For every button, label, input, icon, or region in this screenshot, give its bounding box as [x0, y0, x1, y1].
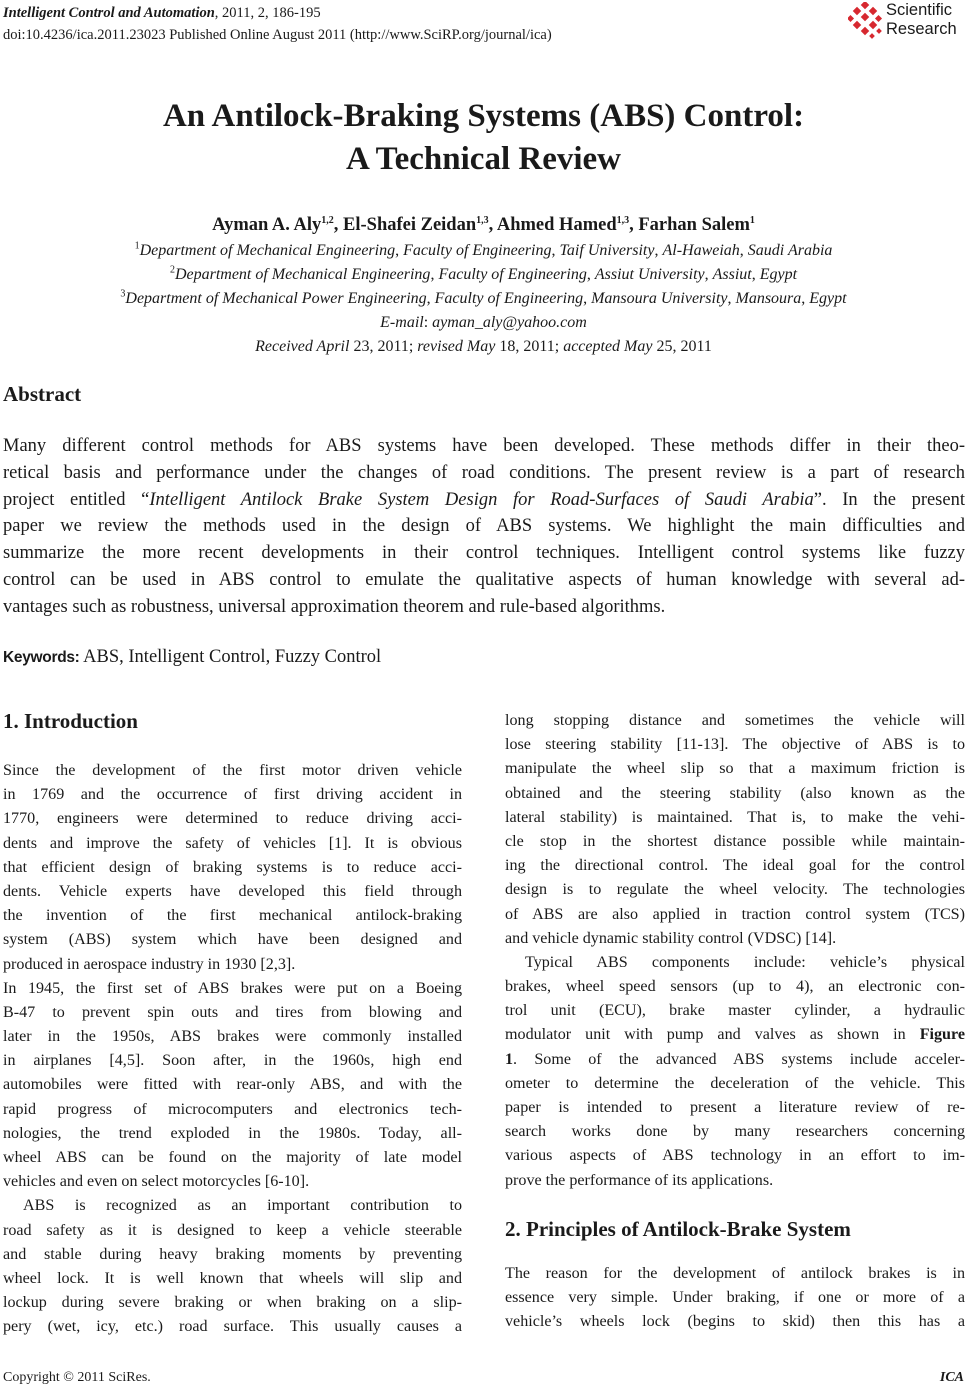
aff-2-sep4: , [751, 266, 760, 283]
accepted-date: 25, 2011 [652, 338, 712, 355]
text-line [505, 1048, 965, 1072]
text-line: essence very simple. Under braking, if one or more of a [505, 1289, 965, 1307]
text-line: ing the directional control. The ideal goal for the control [505, 857, 965, 875]
text-fragment: modulator unit with pump and valves as shown in [505, 1026, 920, 1044]
author-1: Ayman A. Aly [212, 215, 322, 235]
aff-2-faculty: Faculty of Engineering [438, 266, 587, 283]
aff-1-sep4: , [739, 242, 748, 259]
text-line: system (ABS) system which have been designed and [3, 931, 462, 949]
text-line: Since the development of the first motor driven vehicle [3, 762, 462, 779]
abstract-line-3-start: project entitled “ [3, 489, 150, 510]
author-3-sup: 1,3 [616, 214, 630, 226]
author-3: , Ahmed Hamed [488, 215, 617, 235]
text-line: nologies, the trend exploded in the 1980s. Today, all- [3, 1124, 462, 1142]
text-line: paper is intended to present a literature review of re- [505, 1099, 965, 1116]
aff-2-dept: Department of Mechanical Engineering [174, 266, 431, 283]
project-title: Intelligent Antilock Brake System Design for Road-Surfaces of Saudi Arabia [149, 489, 814, 510]
text-line: automobiles were fitted with rear-only ABS, and with the [3, 1076, 462, 1094]
doi-line: doi:10.4236/ica.2011.23023 Published Online August 2011 (http://www.SciRP.org/journal/ica) [3, 27, 552, 43]
text-line: in 1769 and the occurrence of first driving accident in [3, 786, 462, 804]
paper-title-line1: An Antilock-Braking Systems (ABS) Control: [162, 98, 805, 134]
text-line: lateral stability) is maintained. That is, to make the vehi- [505, 808, 965, 826]
aff-2-country: Egypt [759, 266, 798, 283]
aff-1-sep3: , [654, 242, 663, 259]
aff-2-univ: Assiut University [594, 266, 705, 283]
text-line: cle stop in the shortest distance possible while maintain- [505, 832, 965, 850]
text-fragment: . Some of the advanced ABS systems include acceler- [513, 1050, 965, 1068]
text-line: obtained and the steering stability (also known as the [505, 784, 965, 802]
footer-copyright: Copyright © 2011 SciRes. [3, 1370, 151, 1385]
figure-1-link[interactable]: Figure [919, 1026, 965, 1044]
text-line: search works done by many researchers concerning [505, 1123, 965, 1141]
revised-label: revised May [417, 338, 496, 355]
journal-volume: , 2011, 2, 186-195 [214, 5, 321, 21]
aff-3-sep3: , [727, 290, 736, 307]
author-1-sup: 1,2 [321, 214, 334, 226]
text-line: ometer to determine the deceleration of the vehicle. This [505, 1074, 965, 1092]
abstract-line-3-end: ”. In the present [813, 489, 965, 510]
text-line: dents. Vehicle experts have developed this field through [3, 882, 462, 900]
received-date: 23, 2011; [349, 338, 418, 355]
aff-2-sep1: , [430, 266, 439, 283]
abstract-line: Many different control methods for ABS systems have been developed. These methods differ in their theo- [3, 436, 965, 456]
text-line: trol unit (ECU), brake master cylinder, a hydraulic [505, 1002, 965, 1020]
email-label: E-mail [380, 314, 424, 331]
logo-dots-icon [848, 2, 886, 42]
author-4: , Farhan Salem [629, 215, 750, 235]
text-line: brakes, wheel speed sensors (up to 4), an electronic con- [505, 978, 965, 996]
received-dates [0, 336, 967, 358]
aff-1-city: Al-Haweiah [662, 242, 740, 259]
aff-1-sep1: , [395, 242, 404, 259]
right-column [505, 709, 965, 1193]
text-line: design is to regulate the wheel velocity. The technologies [505, 881, 965, 899]
author-2: , El-Shafei Zeidan [333, 215, 477, 235]
paper-title-line2: A Technical Review [345, 141, 621, 177]
text-line: 1770, engineers were determined to reduce driving acci- [3, 810, 462, 828]
text-line: Typical ABS components include: vehicle’s physical [525, 953, 965, 971]
abstract-line [3, 487, 965, 514]
aff-3-city: Mansoura [735, 290, 802, 307]
text-line: The reason for the development of antilock brakes is in [505, 1265, 965, 1282]
email-line [0, 312, 967, 334]
footer-journal-abbr: ICA [939, 1370, 964, 1385]
text-line: In 1945, the first set of ABS brakes were put on a Boeing [3, 979, 462, 997]
abstract-heading: Abstract [3, 382, 82, 406]
text-line: various aspects of ABS technology in an effort to im- [505, 1147, 965, 1165]
keywords-value: ABS, Intelligent Control, Fuzzy Control [79, 647, 382, 667]
text-line [505, 1023, 965, 1047]
aff-3-dept: Department of Mechanical Power Engineering [125, 290, 427, 307]
aff-2-sep2: , [586, 266, 595, 283]
section-heading-principles: 2. Principles of Antilock-Brake System [505, 1217, 851, 1241]
abstract-line: control can be used in ABS control to emulate the qualitative aspects of human knowledge with several ad- [3, 569, 965, 590]
received-label: Received April [255, 338, 350, 355]
abstract-line: summarize the more recent developments in their control techniques. Intelligent control systems like fuzzy [3, 543, 965, 564]
author-4-sup: 1 [749, 214, 755, 226]
text-line: lose steering stability [11-13]. The objective of ABS is to [505, 736, 965, 754]
aff-3-sep4: , [801, 290, 810, 307]
affiliation-2 [0, 264, 967, 286]
text-line: the invention of the first mechanical antilock-braking [3, 907, 462, 925]
text-line: of ABS are also applied in traction control system (TCS) [505, 905, 965, 923]
abstract-line: paper we review the methods used in the design of ABS systems. We highlight the main difficulties and [3, 516, 965, 537]
email-sep: : [423, 314, 433, 331]
accepted-label: accepted May [563, 338, 653, 355]
text-line: produced in aerospace industry in 1930 [2,3]. [3, 955, 296, 973]
text-line: later in the 1950s, ABS brakes were commonly installed [3, 1028, 462, 1046]
aff-1-dept: Department of Mechanical Engineering [139, 242, 396, 259]
journal-name: Intelligent Control and Automation [3, 5, 215, 21]
text-line: ABS is recognized as an important contribution to [23, 1197, 462, 1215]
logo-line1: Scientific [886, 1, 953, 19]
text-line: wheel lock. It is well known that wheels will slip and [3, 1269, 462, 1287]
aff-3-country: Egypt [809, 290, 847, 307]
keywords-label: Keywords: [3, 649, 80, 666]
abstract-line: vantages such as robustness, universal approximation theorem and rule-based algorithms. [3, 596, 666, 617]
aff-2-sup: 2 [169, 264, 175, 276]
text-line: in airplanes [4,5]. Soon after, in the 1960s, high end [3, 1052, 462, 1070]
aff-3-sup: 3 [120, 288, 126, 300]
text-line: vehicle’s wheels lock (begins to skid) then this has a [505, 1313, 965, 1331]
affiliation-1 [0, 240, 967, 262]
journal-header [3, 2, 552, 46]
aff-3-faculty: Faculty of Engineering [434, 290, 584, 307]
aff-1-faculty: Faculty of Engineering [403, 242, 552, 259]
section-heading-introduction: 1. Introduction [3, 709, 138, 733]
text-line: wheel ABS can be found on the majority of late model [3, 1149, 462, 1166]
author-list [0, 213, 967, 237]
abstract-line: retical basis and performance under the changes of road conditions. The present review is a part of research [3, 462, 965, 483]
logo-line2: Research [886, 20, 957, 38]
aff-3-univ: Mansoura University [591, 290, 728, 307]
text-line: manipulate the wheel slip so that a maximum friction is [505, 760, 965, 778]
text-line: long stopping distance and sometimes the vehicle will [505, 712, 965, 729]
text-line: prove the performance of its applications. [505, 1171, 774, 1189]
email-link[interactable]: ayman_aly@yahoo.com [432, 314, 587, 331]
aff-2-city: Assiut [712, 266, 752, 283]
text-line: dents and improve the safety of vehicles [1]. It is obvious [3, 834, 462, 852]
text-line: pery (wet, icy, etc.) road surface. This usually causes a [3, 1318, 462, 1336]
aff-1-sup: 1 [134, 240, 140, 252]
aff-1-country: Saudi Arabia [747, 242, 833, 259]
aff-3-sep1: , [426, 290, 435, 307]
figure-1-number[interactable]: 1 [505, 1050, 514, 1068]
text-line: lockup during severe braking or when braking on a slip- [3, 1294, 462, 1312]
text-line: that efficient design of braking systems is to reduce acci- [3, 858, 462, 876]
affiliation-3 [0, 288, 967, 310]
aff-2-sep3: , [704, 266, 713, 283]
left-column [3, 759, 462, 1340]
aff-1-univ: Taif University [559, 242, 655, 259]
text-line: and stable during heavy braking moments by preventing [3, 1245, 462, 1263]
right-column-section2 [505, 1262, 965, 1335]
text-line: rapid progress of microcomputers and electronics tech- [3, 1100, 462, 1118]
keywords [3, 644, 381, 671]
aff-3-sep2: , [583, 290, 592, 307]
author-2-sup: 1,3 [476, 214, 489, 226]
text-line: vehicles and even on select motorcycles [6-10]. [3, 1173, 310, 1191]
publisher-logo [846, 0, 967, 46]
text-line: and vehicle dynamic stability control (VDSC) [14]. [505, 929, 837, 947]
text-line: B-47 to prevent spin outs and tires from blowing and [3, 1003, 462, 1021]
text-line: road safety as it is designed to keep a vehicle steerable [3, 1221, 462, 1239]
abstract-body [3, 433, 965, 621]
aff-1-sep2: , [551, 242, 560, 259]
revised-date: 18, 2011; [495, 338, 564, 355]
